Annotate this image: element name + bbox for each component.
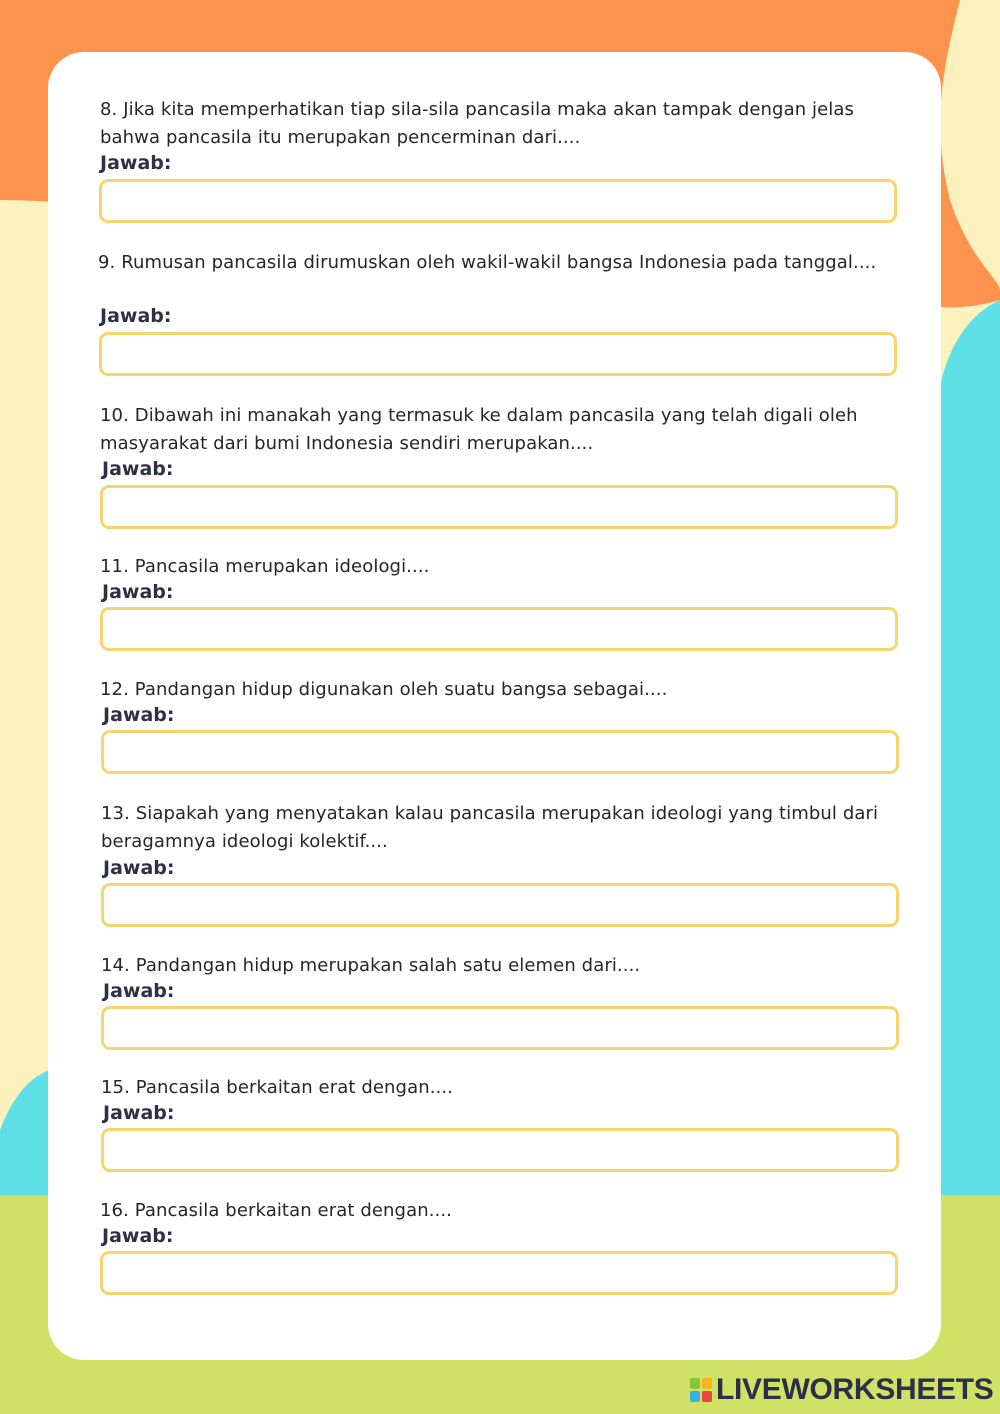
question-text: 9. Rumusan pancasila dirumuskan oleh wakil-wakil bangsa Indonesia pada tanggal.... (98, 252, 877, 273)
answer-input[interactable] (101, 883, 899, 927)
answer-label: Jawab: (102, 581, 174, 603)
question-text: 14. Pandangan hidup merupakan salah satu elemen dari.... (101, 955, 641, 976)
logo-text: LIVEWORKSHEETS (716, 1373, 994, 1406)
answer-label: Jawab: (102, 458, 174, 480)
question-text: 12. Pandangan hidup digunakan oleh suatu bangsa sebagai.... (100, 679, 668, 700)
answer-label: Jawab: (100, 305, 172, 327)
question-text: 15. Pancasila berkaitan erat dengan.... (101, 1077, 453, 1098)
answer-input[interactable] (101, 1128, 899, 1172)
answer-input[interactable] (101, 1006, 899, 1050)
answer-label: Jawab: (103, 1102, 175, 1124)
answer-input[interactable] (101, 730, 899, 774)
question-text: 8. Jika kita memperhatikan tiap sila-sila pancasila maka akan tampak dengan jelas bahwa pancasila itu merupakan pencerminan dari.... (100, 99, 855, 148)
answer-input[interactable] (99, 332, 897, 376)
question-text: 13. Siapakah yang menyatakan kalau pancasila merupakan ideologi yang timbul dari beragamnya ideologi kolektif.... (101, 803, 879, 852)
question-text: 10. Dibawah ini manakah yang termasuk ke dalam pancasila yang telah digali oleh masyarakat dari bumi Indonesia sendiri merupakan.... (100, 405, 858, 454)
answer-label: Jawab: (103, 704, 175, 726)
question-text: 11. Pancasila merupakan ideologi.... (100, 556, 430, 577)
question-text: 16. Pancasila berkaitan erat dengan.... (100, 1200, 452, 1221)
answer-input[interactable] (99, 179, 897, 223)
liveworksheets-logo (690, 1374, 994, 1406)
answer-input[interactable] (100, 485, 898, 529)
liveworksheets-logo-icon (690, 1378, 712, 1402)
answer-input[interactable] (100, 1251, 898, 1295)
answer-input[interactable] (100, 607, 898, 651)
answer-label: Jawab: (102, 1225, 174, 1247)
answer-label: Jawab: (103, 857, 175, 879)
answer-label: Jawab: (100, 152, 172, 174)
answer-label: Jawab: (103, 980, 175, 1002)
